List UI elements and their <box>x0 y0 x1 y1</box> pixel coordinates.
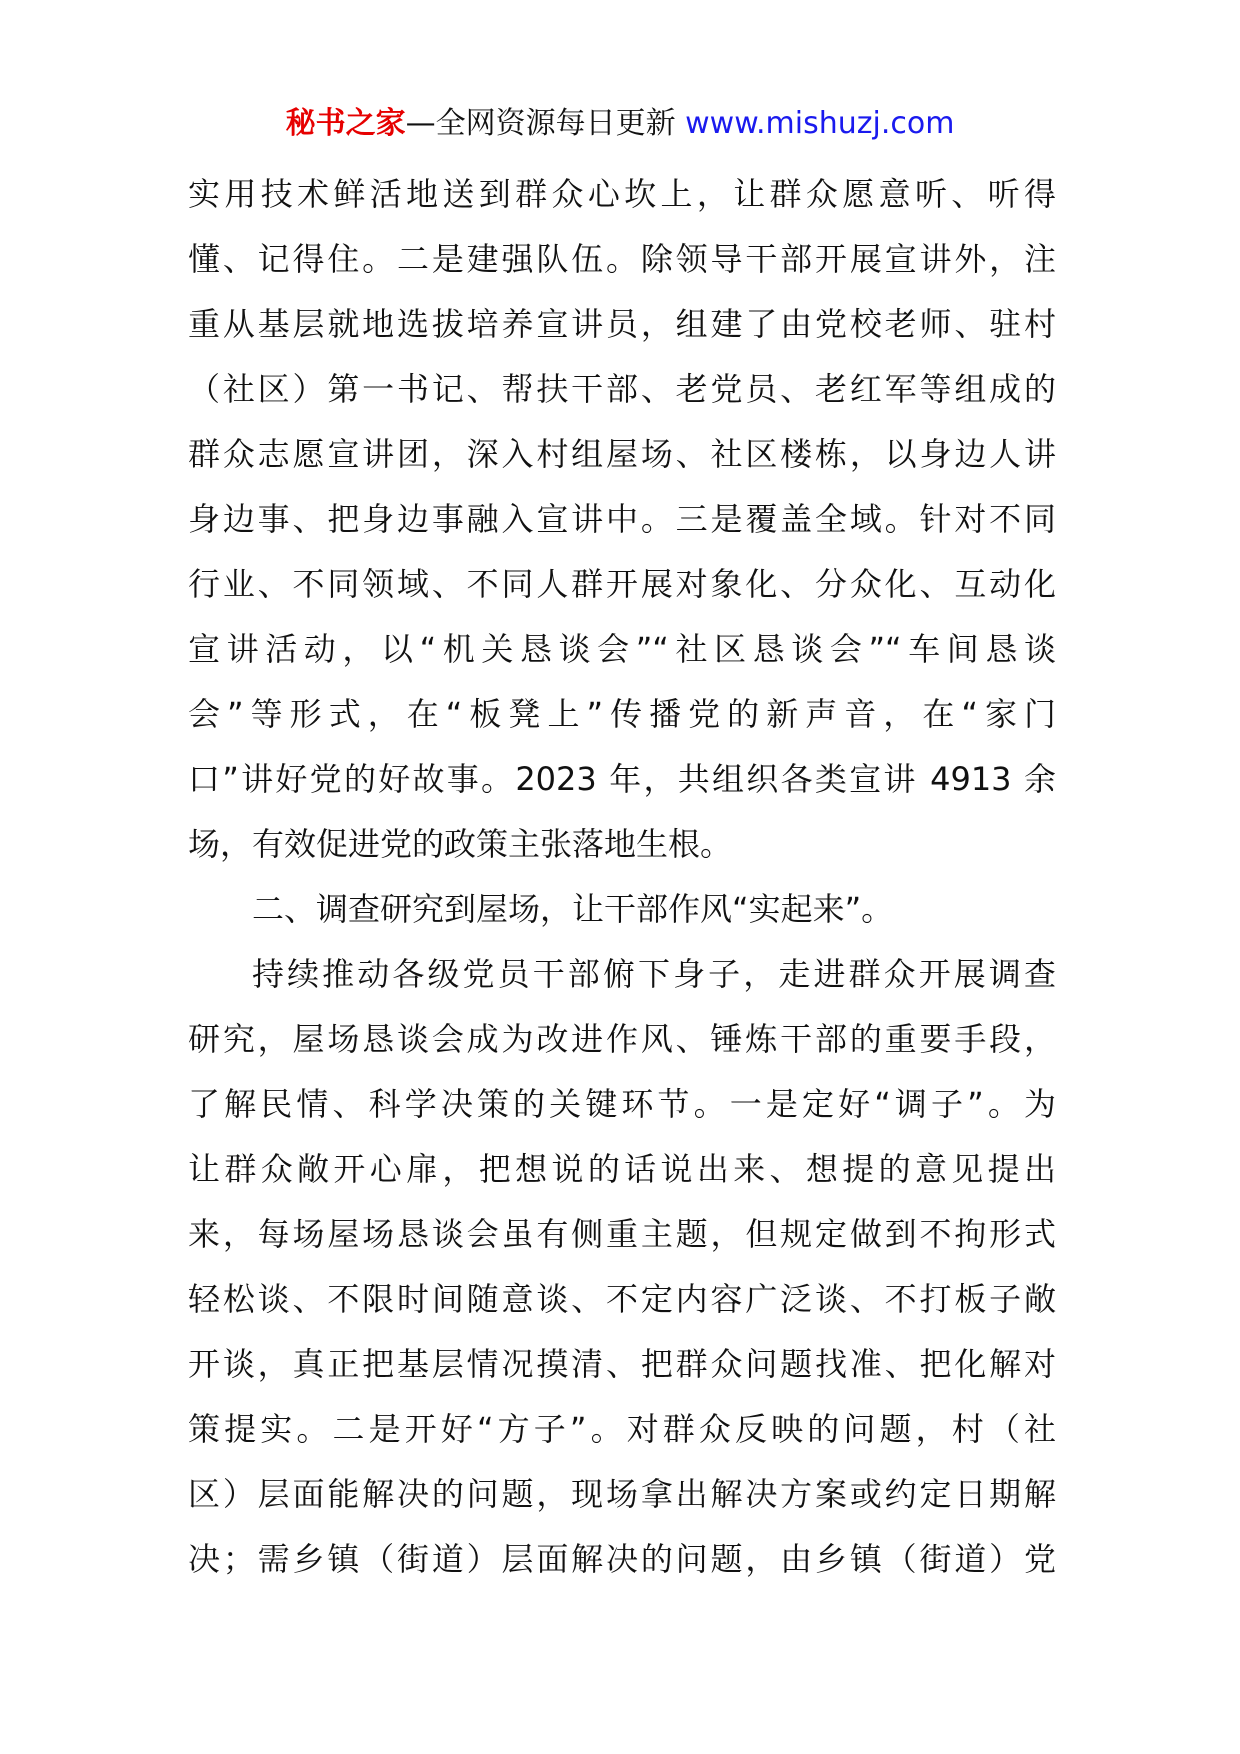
text-line: 策提实。二是开好“方子”。对群众反映的问题，村（社 <box>188 1410 1056 1448</box>
document-body <box>188 162 1056 1592</box>
text-line: 会”等形式，在“板凳上”传播党的新声音，在“家门 <box>188 695 1056 733</box>
text-line: （社区）第一书记、帮扶干部、老党员、老红军等组成的 <box>188 370 1056 408</box>
site-tagline: —全网资源每日更新 <box>405 106 686 141</box>
text-line: 实用技术鲜活地送到群众心坎上，让群众愿意听、听得 <box>188 175 1056 213</box>
text-line: 让群众敞开心扉，把想说的话说出来、想提的意见提出 <box>188 1150 1056 1188</box>
text-line: 身边事、把身边事融入宣讲中。三是覆盖全域。针对不同 <box>188 500 1056 538</box>
section-heading: 二、调查研究到屋场，让干部作风“实起来”。 <box>252 890 894 928</box>
text-line: 宣讲活动，以“机关恳谈会”“社区恳谈会”“车间恳谈 <box>188 630 1056 668</box>
brand-name: 秘书之家 <box>285 106 406 141</box>
text-line: 轻松谈、不限时间随意谈、不定内容广泛谈、不打板子敞 <box>188 1280 1056 1318</box>
text-line: 持续推动各级党员干部俯下身子，走进群众开展调查 <box>252 955 1056 993</box>
text-line: 了解民情、科学决策的关键环节。一是定好“调子”。为 <box>188 1085 1056 1123</box>
text-line: 开谈，真正把基层情况摸清、把群众问题找准、把化解对 <box>188 1345 1056 1383</box>
text-line: 区）层面能解决的问题，现场拿出解决方案或约定日期解 <box>188 1475 1056 1513</box>
text-line: 来，每场屋场恳谈会虽有侧重主题，但规定做到不拘形式 <box>188 1215 1056 1253</box>
text-line: 行业、不同领域、不同人群开展对象化、分众化、互动化 <box>188 565 1056 603</box>
text-line: 重从基层就地选拔培养宣讲员，组建了由党校老师、驻村 <box>188 305 1056 343</box>
site-url: www.mishuzj.com <box>685 106 955 141</box>
text-line: 群众志愿宣讲团，深入村组屋场、社区楼栋，以身边人讲 <box>188 435 1056 473</box>
site-header <box>0 104 1240 144</box>
text-line: 研究，屋场恳谈会成为改进作风、锤炼干部的重要手段， <box>188 1020 1056 1058</box>
text-line: 懂、记得住。二是建强队伍。除领导干部开展宣讲外，注 <box>188 240 1056 278</box>
text-line: 场，有效促进党的政策主张落地生根。 <box>188 825 733 863</box>
text-line: 口”讲好党的好故事。2023 年，共组织各类宣讲 4913 余 <box>188 760 1056 798</box>
text-line: 决；需乡镇（街道）层面解决的问题，由乡镇（街道）党 <box>188 1540 1056 1578</box>
